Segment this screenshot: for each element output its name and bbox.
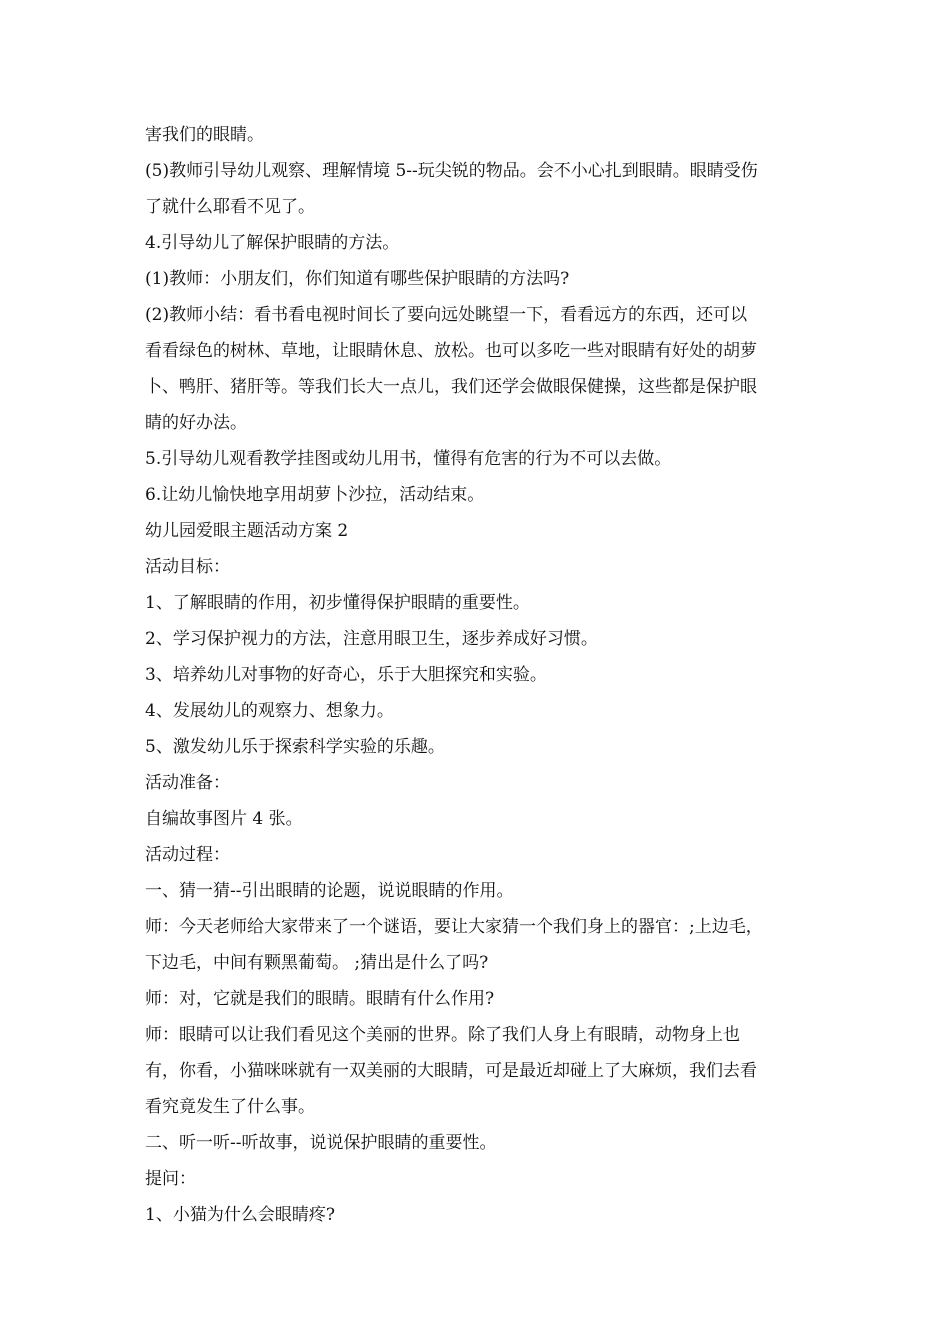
plan-title: 幼儿园爱眼主题活动方案 2 xyxy=(145,521,349,541)
text-line: 师：对，它就是我们的眼睛。眼睛有什么作用? xyxy=(145,989,495,1009)
text-line: (2)教师小结：看书看电视时间长了要向远处眺望一下，看看远方的东西，还可以 xyxy=(145,305,748,325)
document-body xyxy=(145,117,825,1233)
list-item: 1、小猫为什么会眼睛疼? xyxy=(145,1205,335,1225)
list-item: 3、培养幼儿对事物的好奇心，乐于大胆探究和实验。 xyxy=(145,665,547,685)
text-line: 卜、鸭肝、猪肝等。等我们长大一点儿，我们还学会做眼保健操，这些都是保护眼 xyxy=(145,377,757,397)
list-item: 1、了解眼睛的作用，初步懂得保护眼睛的重要性。 xyxy=(145,593,530,613)
text-line: 下边毛，中间有颗黑葡萄。 ;猜出是什么了吗? xyxy=(145,953,489,973)
subheading: 活动准备： xyxy=(145,773,230,793)
section-heading: 一、猜一猜--引出眼睛的论题，说说眼睛的作用。 xyxy=(145,881,514,901)
section-heading: 4.引导幼儿了解保护眼睛的方法。 xyxy=(145,233,400,253)
section-heading: 6.让幼儿愉快地享用胡萝卜沙拉，活动结束。 xyxy=(145,485,485,505)
text-line: 害我们的眼睛。 xyxy=(145,125,264,145)
text-line: 了就什么耶看不见了。 xyxy=(145,197,315,217)
section-heading: 5.引导幼儿观看教学挂图或幼儿用书，懂得有危害的行为不可以去做。 xyxy=(145,449,672,469)
subheading: 活动目标： xyxy=(145,557,230,577)
list-item: 2、学习保护视力的方法，注意用眼卫生，逐步养成好习惯。 xyxy=(145,629,598,649)
list-item: 4、发展幼儿的观察力、想象力。 xyxy=(145,701,394,721)
text-line: 有，你看，小猫咪咪就有一双美丽的大眼睛，可是最近却碰上了大麻烦，我们去看 xyxy=(145,1061,757,1081)
text-line: 师：眼睛可以让我们看见这个美丽的世界。除了我们人身上有眼睛，动物身上也 xyxy=(145,1025,740,1045)
text-line: (1)教师：小朋友们，你们知道有哪些保护眼睛的方法吗? xyxy=(145,269,570,289)
text-line: 看看绿色的树林、草地，让眼睛休息、放松。也可以多吃一些对眼睛有好处的胡萝 xyxy=(145,341,757,361)
text-line: 师：今天老师给大家带来了一个谜语，要让大家猜一个我们身上的器官：;上边毛， xyxy=(145,917,763,937)
text-line: 睛的好办法。 xyxy=(145,413,247,433)
list-item: 5、激发幼儿乐于探索科学实验的乐趣。 xyxy=(145,737,445,757)
text-line: 自编故事图片 4 张。 xyxy=(145,809,303,829)
section-heading: 二、听一听--听故事，说说保护眼睛的重要性。 xyxy=(145,1133,497,1153)
subheading: 活动过程： xyxy=(145,845,230,865)
text-line: 看究竟发生了什么事。 xyxy=(145,1097,315,1117)
subheading: 提问： xyxy=(145,1169,196,1189)
text-line: (5)教师引导幼儿观察、理解情境 5--玩尖锐的物品。会不小心扎到眼睛。眼睛受伤 xyxy=(145,161,758,181)
